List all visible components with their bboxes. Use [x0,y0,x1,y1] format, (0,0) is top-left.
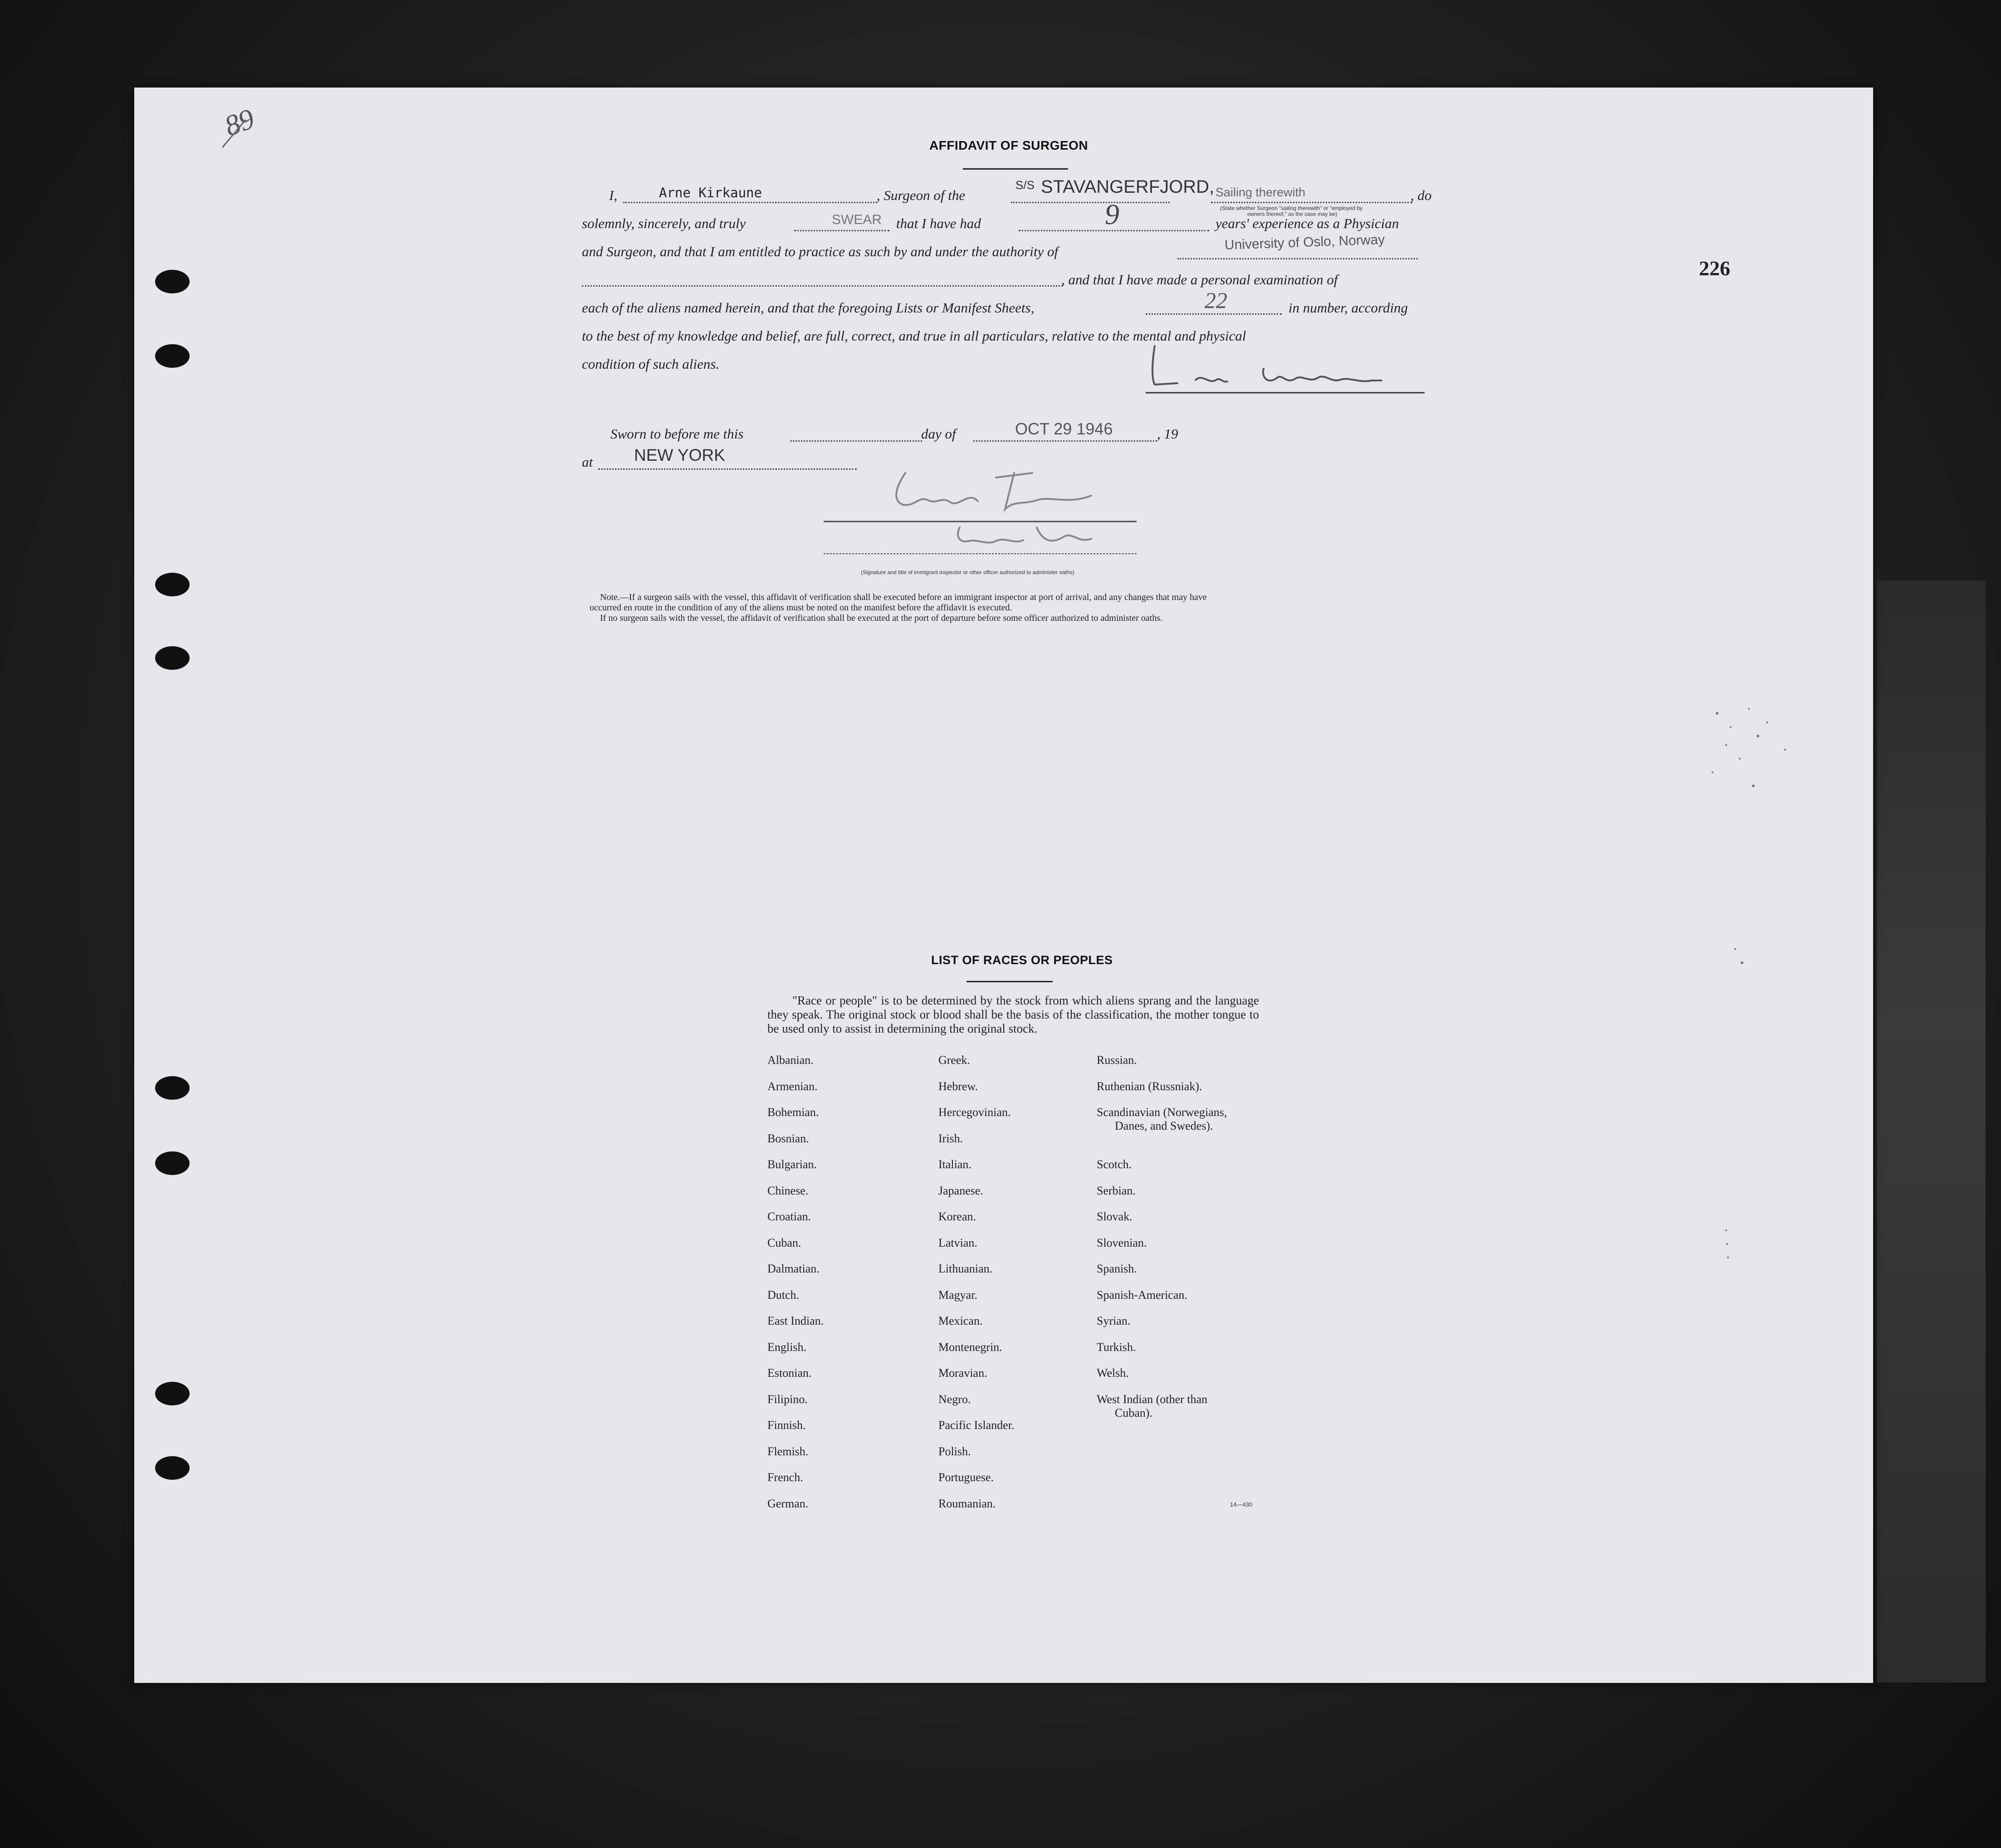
race-item: Turkish. [1097,1340,1136,1354]
surgeon-signature [1146,341,1427,400]
note-line-2: occurred en route in the condition of any of the aliens must be noted on the manifest before the affidavit is executed. [590,603,1012,613]
race-item: Hercegovinian. [938,1106,1011,1119]
punch-hole [155,1382,190,1405]
l2-a: solemnly, sincerely, and truly [582,215,746,231]
race-item: Irish. [938,1131,963,1145]
races-intro: "Race or people" is to be determined by the stock from which aliens sprang and the language they speak. The original stock or blood shall be the basis of the classification, the mother tongue to be used only to assist in determining the original stock. [767,994,1259,1035]
race-item: Pacific Islander. [938,1419,1015,1432]
race-item: Scotch. [1097,1158,1132,1171]
race-item: Latvian. [938,1236,977,1249]
corner-mark: 89 [220,102,259,142]
l5-b: in number, according [1288,300,1408,316]
l3-a: and Surgeon, and that I am entitled to practice as such by and under the authority of [582,244,1059,259]
race-item: German. [767,1497,809,1510]
sworn-c: , 19 [1157,426,1178,442]
race-item: Scandinavian (Norwegians, [1097,1106,1227,1119]
punch-hole [155,573,190,596]
surgeon-name: Arne Kirkaune [659,185,762,200]
form-number: 14—430 [1230,1501,1253,1508]
note-line-1: Note.—If a surgeon sails with the vessel, this affidavit of verification shall be executed before an immigrant inspector at port of arrival, and any changes that may have [600,592,1207,602]
note-line-3: If no surgeon sails with the vessel, the affidavit of verification shall be executed at the port of departure before some officer authorized to administer oaths. [600,613,1163,623]
sworn-place-line [598,468,857,470]
l2-b: that I have had [896,215,981,231]
punch-hole [155,1456,190,1480]
punch-hole [155,270,190,293]
l2-c: years' experience as a Physician [1215,215,1399,231]
sworn-date-line [973,440,1157,442]
punch-hole [155,646,190,670]
punch-hole [155,344,190,368]
race-item: Cuban. [767,1236,801,1249]
affidavit-title: AFFIDAVIT OF SURGEON [929,138,1088,152]
oath-line [794,230,889,231]
sailing-status-line [1211,202,1412,203]
races-title-underline [966,981,1053,982]
race-item: Spanish-American. [1097,1288,1188,1302]
race-item: Korean. [938,1210,976,1223]
oath-value: SWEAR [832,212,882,227]
race-item: Italian. [938,1158,971,1171]
race-item: Cuban). [1115,1406,1153,1419]
race-item: Polish. [938,1444,971,1458]
surgeon-name-line [623,202,877,203]
race-item: Ruthenian (Russniak). [1097,1079,1202,1093]
race-item: Roumanian. [938,1497,996,1510]
sworn-a: Sworn to before me this [610,426,744,442]
race-item: Lithuanian. [938,1262,993,1275]
authority-line [1177,258,1418,259]
sworn-place: NEW YORK [634,446,725,464]
race-item: Bulgarian. [767,1158,817,1171]
race-item: Greek. [938,1053,971,1067]
sworn-day-line [791,440,922,442]
l5-a: each of the aliens named herein, and that the foregoing Lists or Manifest Sheets, [582,300,1035,316]
race-item: Finnish. [767,1419,806,1432]
status-hint-2: owners thereof," as the case may be) [1247,211,1337,217]
race-item: Negro. [938,1392,971,1406]
authority-value: University of Oslo, Norway [1224,232,1385,253]
punch-hole [155,1076,190,1100]
sheet-count: 22 [1205,288,1227,313]
years-value: 9 [1105,198,1119,230]
at-label: at [582,454,593,470]
race-item: Armenian. [767,1079,818,1093]
title-underline [963,168,1068,170]
race-item: Serbian. [1097,1184,1136,1197]
race-item: Dalmatian. [767,1262,820,1275]
race-item: East Indian. [767,1314,824,1327]
l6: to the best of my knowledge and belief, are full, correct, and true in all particulars, relative to the mental and physical [582,328,1246,344]
l1-b: , Surgeon of the [877,187,966,203]
sheet-count-line [1146,313,1282,315]
race-item: Mexican. [938,1314,983,1327]
race-item: Syrian. [1097,1314,1131,1327]
race-item: Danes, and Swedes). [1115,1119,1213,1132]
race-item: West Indian (other than [1097,1392,1208,1406]
l7: condition of such aliens. [582,356,720,372]
ship-prefix: S/S [1015,178,1035,192]
race-item: Russian. [1097,1053,1137,1067]
race-item: Montenegrin. [938,1340,1002,1354]
race-item: Bohemian. [767,1106,819,1119]
sworn-date: OCT 29 1946 [1015,419,1113,438]
race-item: Estonian. [767,1366,812,1380]
race-item: Slovenian. [1097,1236,1147,1249]
race-item: Flemish. [767,1444,809,1458]
race-item: Portuguese. [938,1471,994,1484]
page-number: 226 [1699,257,1730,280]
race-item: French. [767,1471,803,1484]
ship-name-line [1011,202,1170,203]
race-item: Japanese. [938,1184,983,1197]
race-item: Bosnian. [767,1131,809,1145]
adjacent-sheet-edge [1877,580,1986,1682]
document-page [134,88,1873,1683]
race-item: Spanish. [1097,1262,1137,1275]
race-item: Moravian. [938,1366,987,1380]
race-item: Albanian. [767,1053,814,1067]
races-title: LIST OF RACES OR PEOPLES [931,953,1113,967]
race-item: Croatian. [767,1210,811,1223]
years-line [1019,230,1209,231]
l1-c: , do [1410,187,1432,203]
authority-line-2 [582,285,1063,287]
l4-a: , and that I have made a personal examination of [1061,272,1338,288]
race-item: English. [767,1340,806,1354]
punch-hole [155,1151,190,1175]
signature-caption: (Signature and title of immigrant inspector or other officer authorized to administer oaths) [861,569,1074,575]
race-item: Welsh. [1097,1366,1129,1380]
race-item: Filipino. [767,1392,808,1406]
sworn-b: day of [921,426,956,442]
officer-signature [824,459,1186,559]
race-item: Slovak. [1097,1210,1132,1223]
scan-speckle [1699,695,1835,1285]
l1-a: I, [609,187,618,203]
sailing-status: Sailing therewith [1215,185,1306,199]
race-item: Dutch. [767,1288,800,1302]
race-item: Hebrew. [938,1079,978,1093]
status-hint-1: (State whether Surgeon "sailing therewith" or "employed by [1220,205,1363,211]
race-item: Chinese. [767,1184,809,1197]
race-item: Magyar. [938,1288,977,1302]
ship-name: STAVANGERFJORD, [1041,177,1215,197]
